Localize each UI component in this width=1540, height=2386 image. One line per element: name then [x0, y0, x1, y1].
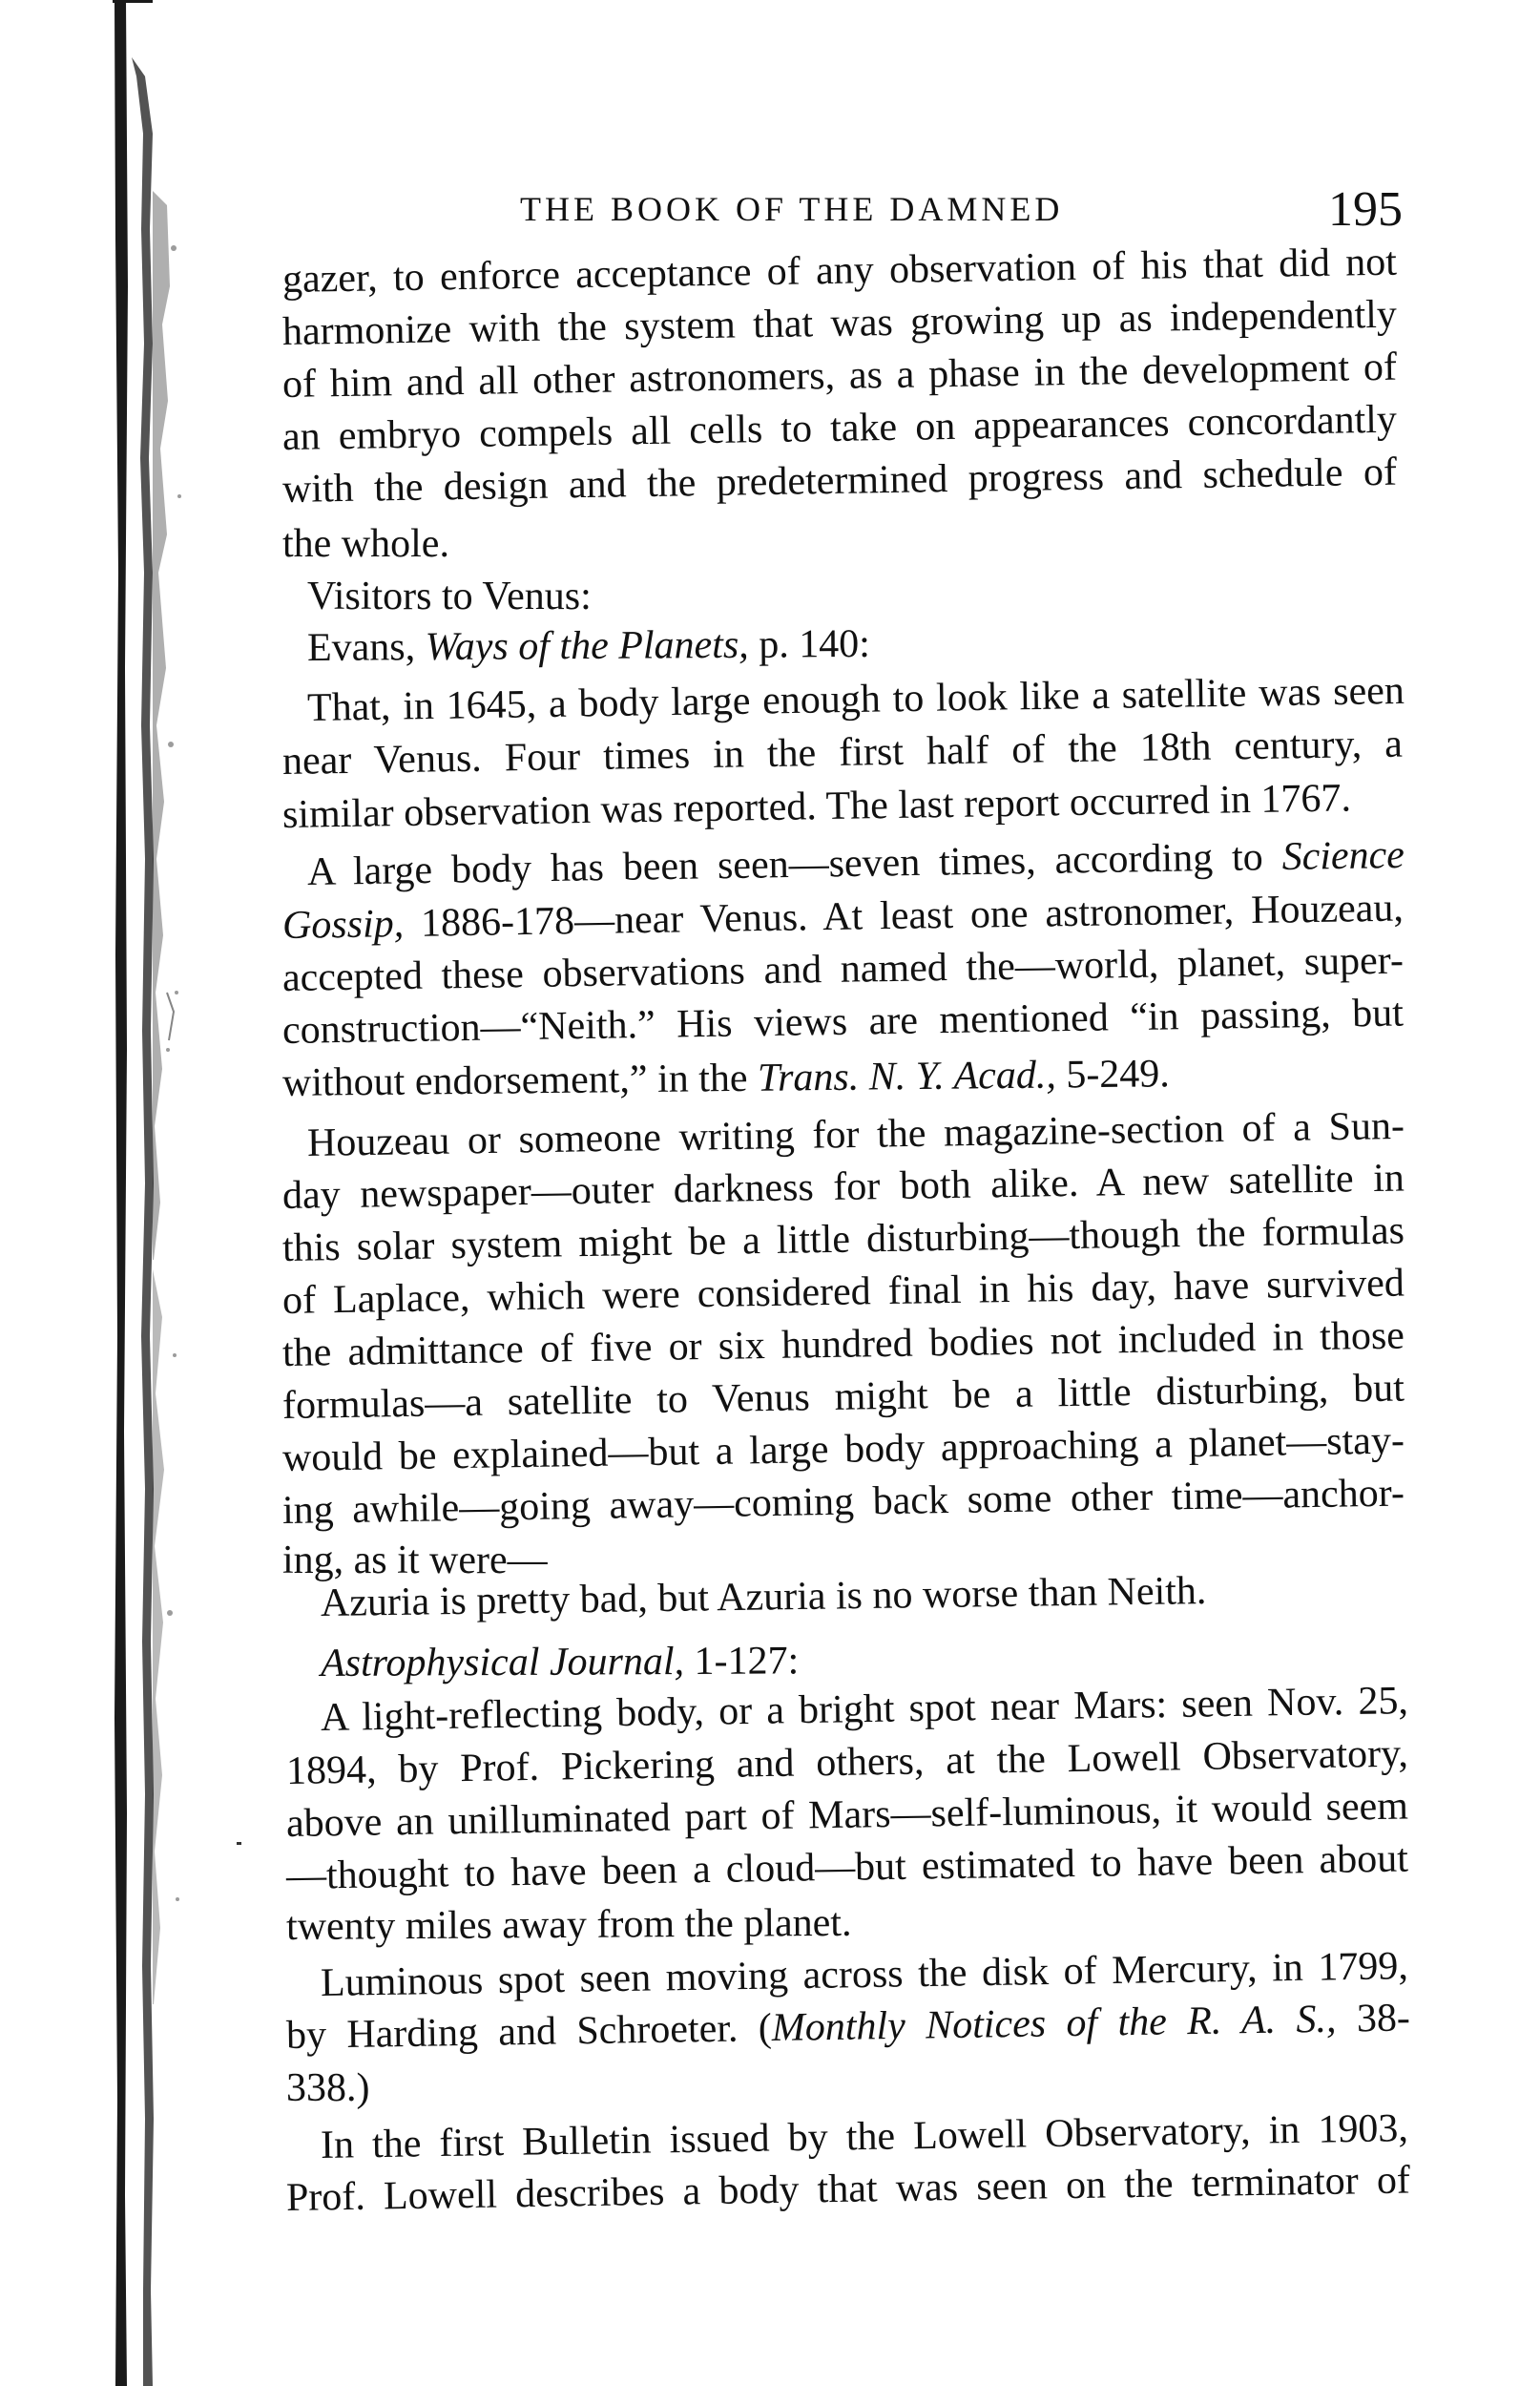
text-segment: A large body has been seen—seven times, according to: [306, 834, 1282, 894]
text-line: [282, 515, 550, 573]
text-segment: 1-127:: [683, 1639, 800, 1685]
running-title: THE BOOK OF THE DAMNED: [520, 190, 1064, 228]
italic-citation: Science: [1281, 832, 1405, 879]
text-segment: of him and all other astronomers, as a phase in the development of: [281, 345, 1398, 407]
text-segment: —thought to have been a cloud—but estimated to have been about: [285, 1836, 1409, 1898]
text-segment: formulas—a satellite to Venus might be a little disturbing, but: [281, 1366, 1405, 1428]
text-line: [286, 2060, 391, 2117]
italic-citation: Astrophysical Journal,: [320, 1640, 685, 1685]
text-segment: similar observation was reported. The last report occurred in 1767.: [281, 776, 1352, 837]
text-segment: 38-: [1336, 1996, 1411, 2041]
text-segment: the admittance of five or six hundred bodies not included in those: [281, 1313, 1405, 1375]
text-segment: near Venus. Four times in the first half of the 18th century, a: [281, 722, 1404, 784]
text-segment: 1894, by Prof. Pickering and others, at the Lowell Observatory,: [285, 1731, 1409, 1793]
text-segment: p. 140:: [748, 621, 871, 667]
italic-citation: Ways of the Planets,: [425, 622, 749, 670]
text-segment: Prof. Lowell describes a body that was seen on the terminator of: [285, 2158, 1411, 2220]
text-segment: without endorsement,” in the: [281, 1056, 759, 1105]
text-segment: this solar system might be a little disturbing—though the formulas: [281, 1208, 1405, 1270]
text-segment: the whole.: [282, 522, 449, 566]
text-segment: Luminous spot seen moving across the disk of Mercury, in 1799,: [320, 1944, 1409, 2005]
text-segment: twenty miles away from the planet.: [285, 1900, 852, 1949]
text-segment: harmonize with the system that was growing up as independently: [281, 292, 1398, 354]
text-segment: ing, as it were—: [282, 1538, 548, 1582]
text-segment: In the first Bulletin issued by the Lowell Observatory, in 1903,: [320, 2106, 1409, 2167]
text-segment: A light-reflecting body, or a bright spot near Mars: seen Nov. 25,: [320, 1679, 1409, 1740]
text-line: [321, 1561, 1285, 1632]
text-segment: an embryo compels all cells to take on appearances concordantly: [281, 397, 1398, 459]
text-segment: Azuria is pretty bad, but Azuria is no worse than Neith.: [320, 1569, 1207, 1625]
text-segment: would be explained—but a large body approaching a planet—stay-: [281, 1418, 1405, 1480]
running-head: [520, 181, 1446, 239]
text-segment: day newspaper—outer darkness for both alike. A new satellite in: [281, 1156, 1405, 1218]
text-segment: Houzeau or someone writing for the magazine-section of a Sun-: [306, 1103, 1405, 1165]
text-segment: gazer, to enforce acceptance of any observation of his that did not: [281, 240, 1398, 302]
text-segment: accepted these observations and named the—world, planet, super-: [281, 938, 1405, 1000]
italic-citation: Monthly Notices of the R. A. S.,: [771, 1997, 1337, 2051]
page-number: 195: [1328, 182, 1403, 237]
text-line: [307, 615, 937, 677]
italic-citation: Gossip,: [281, 902, 405, 948]
text-segment: above an unilluminated part of Mars—self-luminous, it would seem: [285, 1784, 1409, 1846]
text-segment: construction—“Neith.” His views are mentioned “in passing, but: [281, 991, 1405, 1053]
text-segment: of Laplace, which were considered final in his day, have survived: [281, 1261, 1405, 1323]
text-line: [282, 1045, 1180, 1112]
text-segment: 338.): [286, 2066, 370, 2110]
text-segment: ing awhile—going away—coming back some other time—anchor-: [281, 1471, 1405, 1533]
text-segment: Evans,: [306, 625, 426, 670]
margin-mark: [237, 1842, 241, 1845]
text-segment: by Harding and Schroeter. (: [285, 2006, 773, 2058]
text-segment: 1886-178—near Venus. At least one astronomer, Houzeau,: [403, 886, 1405, 946]
text-segment: Visitors to Venus:: [307, 575, 592, 618]
text-segment: 5-249.: [1055, 1052, 1171, 1098]
text-segment: That, in 1645, a body large enough to look like a satellite was seen: [306, 668, 1405, 730]
text-segment: with the design and the predetermined progress and schedule of: [281, 450, 1398, 512]
italic-citation: Trans. N. Y. Acad.,: [757, 1053, 1057, 1100]
